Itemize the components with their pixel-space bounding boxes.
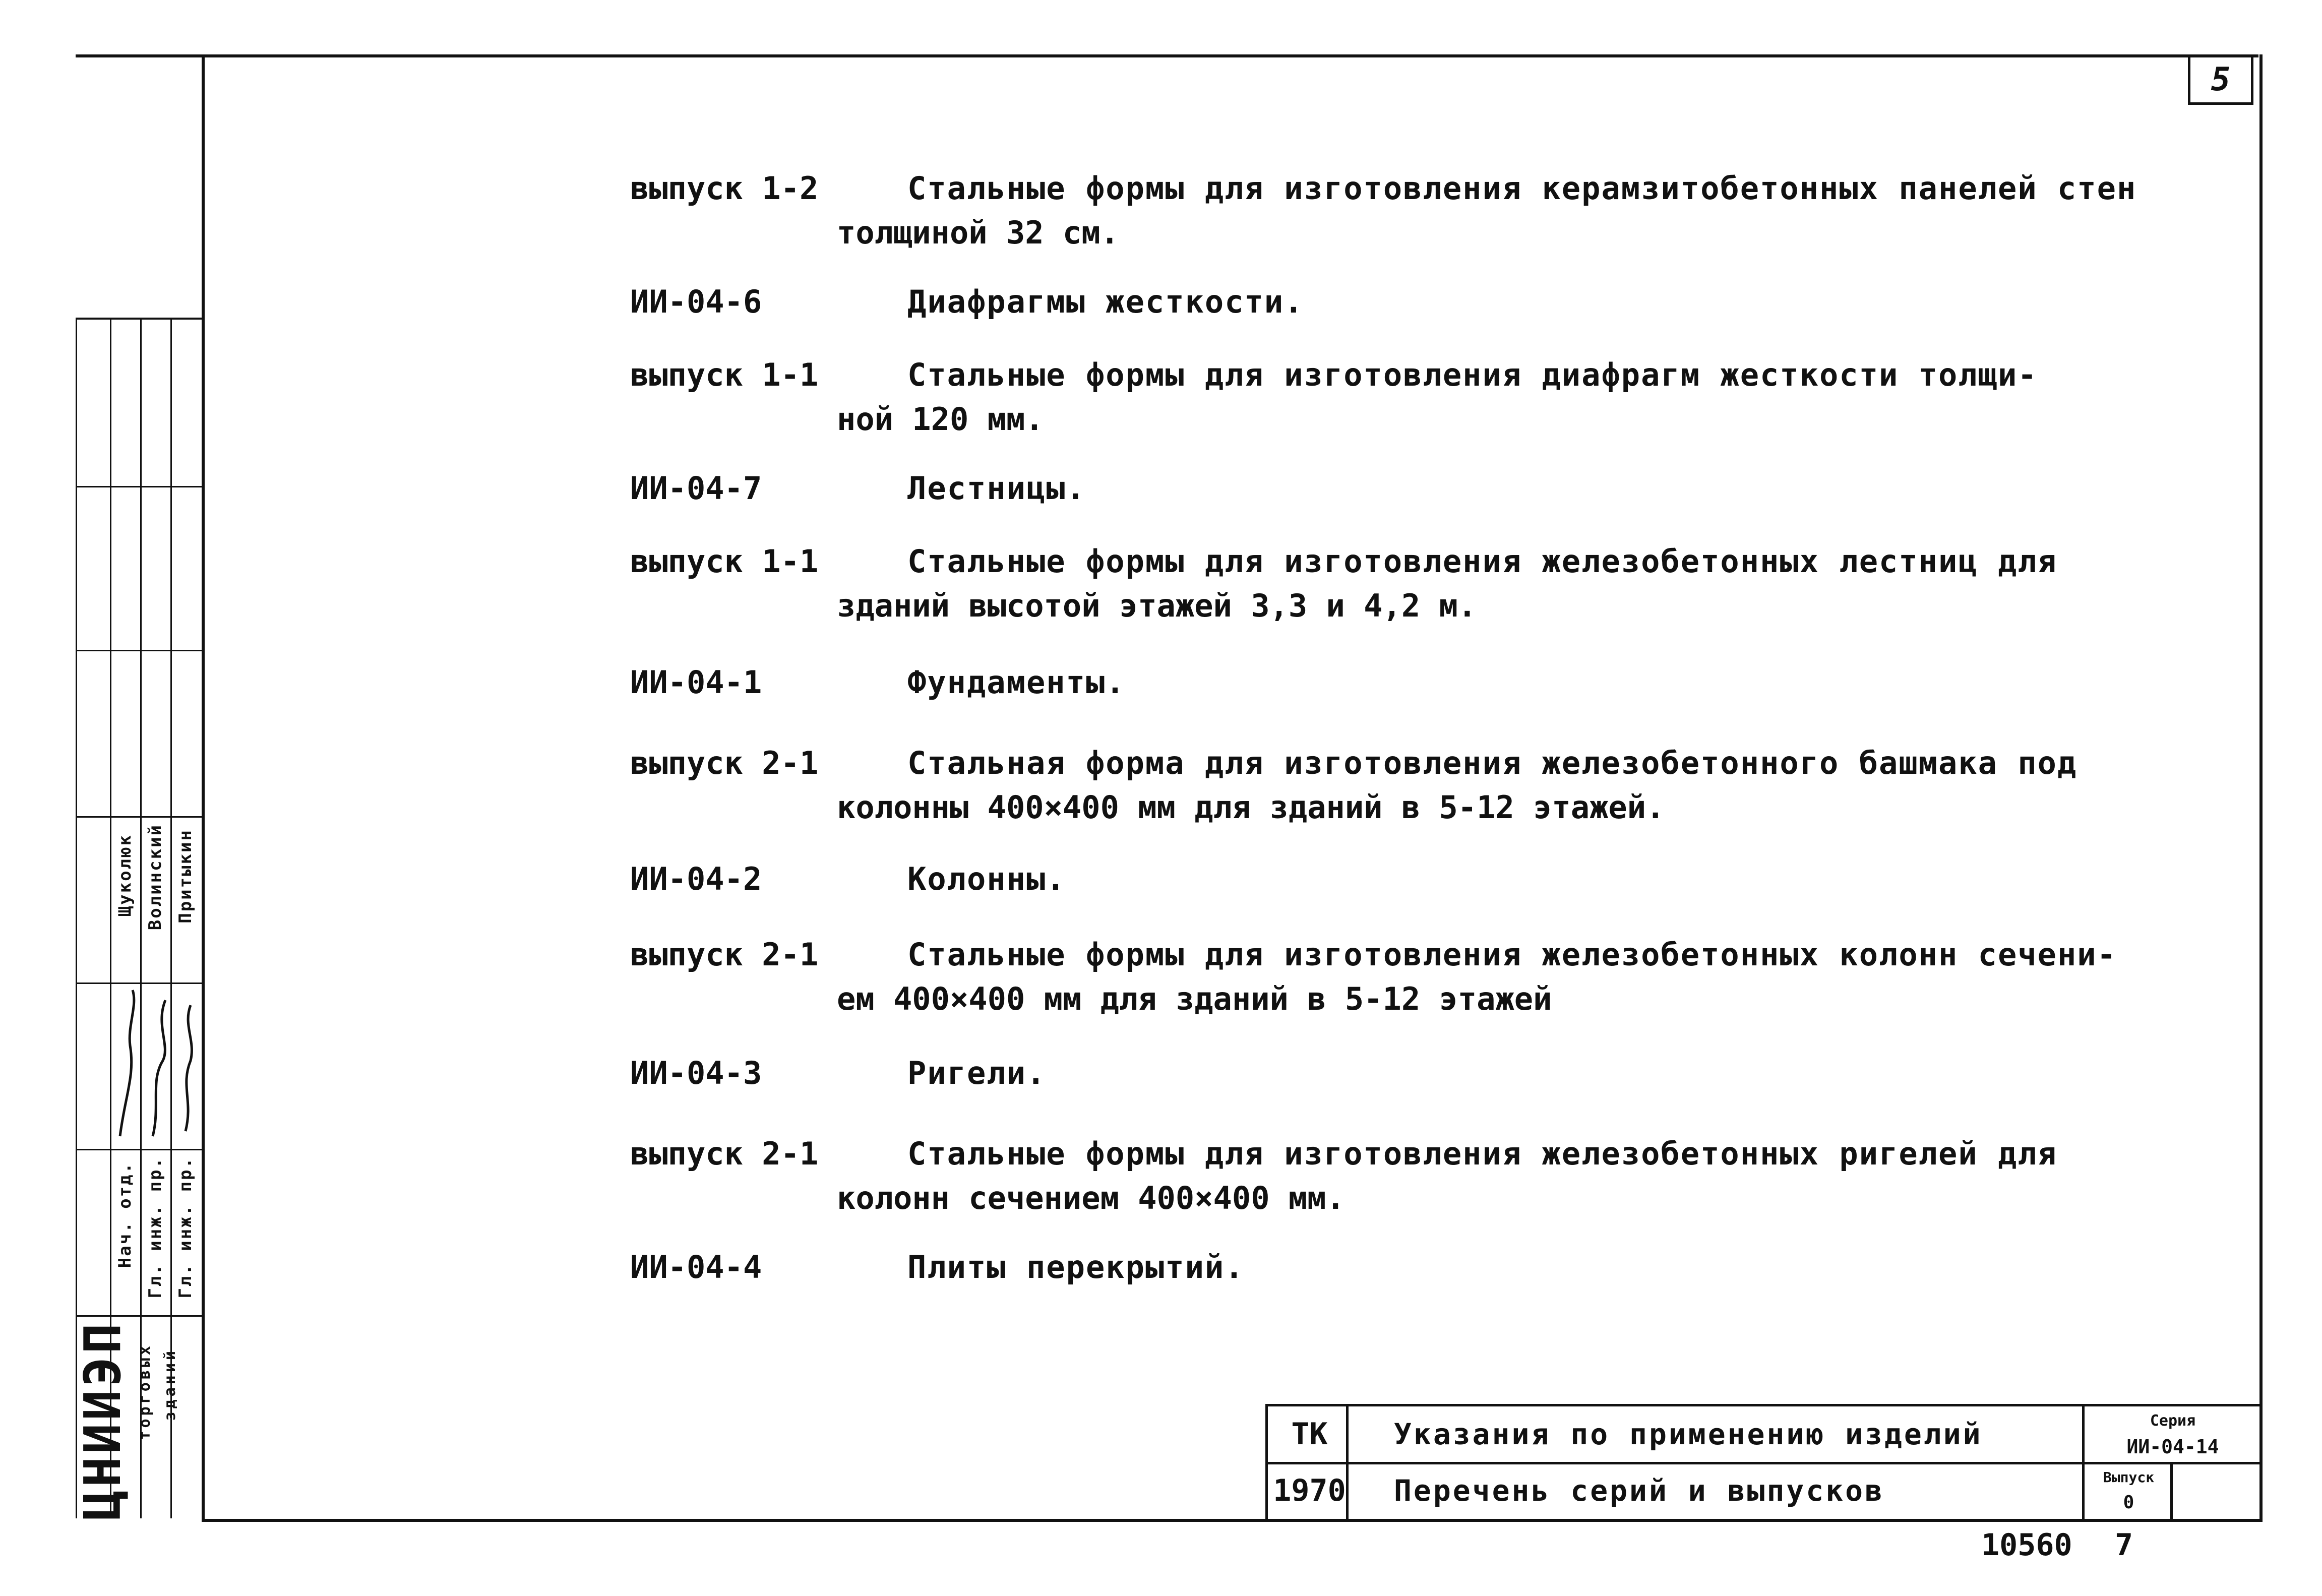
series-value: ИИ-04-14 [2126,1436,2219,1458]
sheet-number: 7 [2115,1527,2133,1563]
entry-code: ИИ-04-2 [630,861,762,897]
entry-text: Стальные формы для изготовления железобетонных ригелей для [907,1135,2057,1172]
entry-text-cont: толщиной 32 см. [837,214,1119,251]
list-item [630,1051,2143,1095]
list-item [630,1132,2143,1220]
stamp-name: Щуколюк [115,834,135,917]
issue-value: 0 [2123,1492,2134,1513]
list-item [630,280,2143,324]
entry-text: Стальные формы для изготовления диафрагм жесткости толщи- [907,356,2038,393]
entry-code: ИИ-04-6 [630,283,762,320]
org-subtitle: торговых [136,1343,154,1440]
entry-text-cont: колонн сечением 400×400 мм. [837,1180,1345,1216]
list-item [630,1245,2143,1290]
list-item [630,741,2143,830]
title-block-code: ТК [1291,1417,1328,1452]
entry-text-cont: ной 120 мм. [837,401,1044,438]
entry-text-cont: зданий высотой этажей 3,3 и 4,2 м. [837,587,1477,624]
archive-number: 10560 [1981,1527,2072,1563]
list-item [630,166,2143,255]
org-subtitle: зданий [161,1348,179,1421]
list-item [630,353,2143,442]
entry-text: Стальная форма для изготовления железобетонного башмака под [907,745,2077,781]
title-block [1265,1404,2262,1521]
entry-text: Плиты перекрытий. [907,1249,1245,1285]
entry-code: выпуск 1-1 [630,543,819,580]
approval-stamp [73,318,202,1521]
stamp-name: Волинский [145,824,165,931]
stamp-name: Притыкин [175,829,196,924]
org-logo: ЦНИИЭП [73,1320,132,1521]
entry-code: выпуск 1-1 [630,356,819,393]
entry-text: Колонны. [907,861,1066,897]
entry-code: выпуск 2-1 [630,936,819,973]
entry-text: Ригели. [907,1055,1047,1091]
entry-text: Стальные формы для изготовления железобетонных колонн сечени- [907,936,2117,973]
entry-code: ИИ-04-4 [630,1249,762,1285]
stamp-role: Гл. инж. пр. [175,1156,196,1299]
entry-code: выпуск 2-1 [630,745,819,781]
page-number: 5 [2188,54,2253,105]
signatures [110,985,202,1146]
sheet-title: Перечень серий и выпусков [1394,1474,1884,1508]
list-item [630,539,2143,628]
entry-text: Лестницы. [907,470,1086,507]
entry-text-cont: ем 400×400 мм для зданий в 5-12 этажей [837,980,1552,1017]
entry-code: выпуск 2-1 [630,1135,819,1172]
entry-code: ИИ-04-7 [630,470,762,507]
list-item [630,857,2143,901]
entry-text: Стальные формы для изготовления железобетонных лестниц для [907,543,2057,580]
entry-text-cont: колонны 400×400 мм для зданий в 5-12 этажей. [837,789,1665,826]
document-title: Указания по применению изделий [1394,1417,1983,1451]
list-item [630,933,2143,1021]
title-block-year: 1970 [1273,1473,1346,1508]
stamp-role: Нач. отд. [115,1161,135,1268]
list-item [630,660,2143,705]
issue-label: Выпуск [2103,1468,2155,1486]
series-label: Серия [2150,1411,2196,1430]
entry-code: ИИ-04-3 [630,1055,762,1091]
entry-text: Диафрагмы жесткости. [907,283,1304,320]
entry-code: ИИ-04-1 [630,664,762,701]
entry-code: выпуск 1-2 [630,170,819,207]
list-item [630,466,2143,511]
stamp-role: Гл. инж. пр. [145,1156,165,1299]
entry-text: Стальные формы для изготовления керамзитобетонных панелей стен [907,170,2137,207]
entry-text: Фундаменты. [907,664,1126,701]
